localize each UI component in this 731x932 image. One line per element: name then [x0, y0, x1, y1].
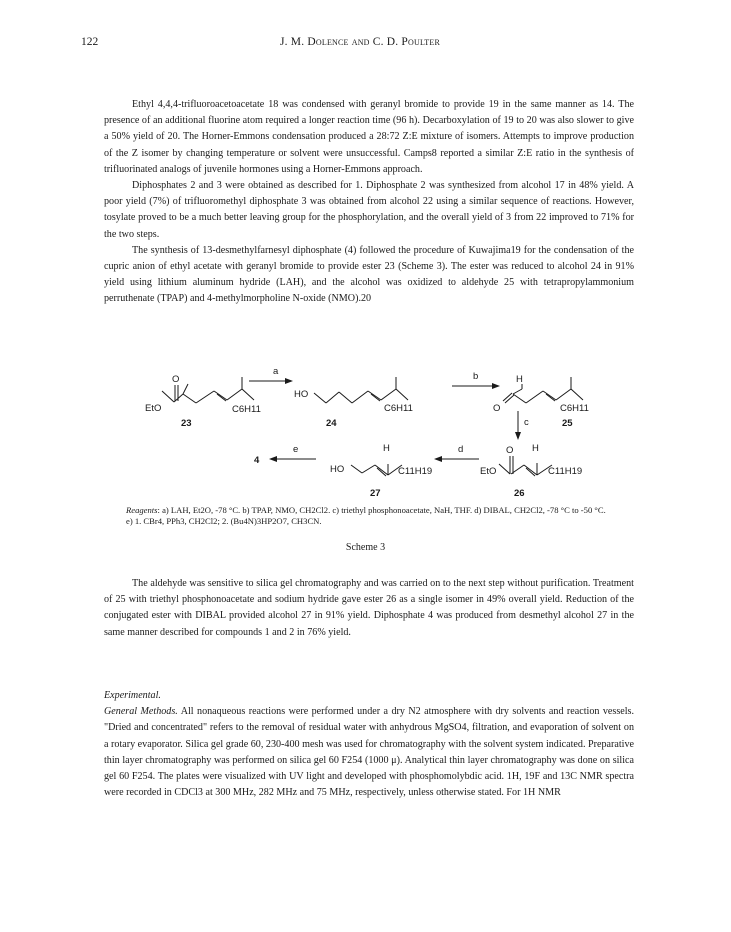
paragraph-2: Diphosphates 2 and 3 were obtained as described for 1. Diphosphate 2 was synthesized from alcohol 17 in 48% yield. A poor yield (7%) of trifluoromethyl diphosphate 3 was obtained from alcohol 22 using a similar sequence of reactions. However, tosylate proved to be a much better leaving group for the phosphorylation, and the overall yield of 3 from 22 improved to 71% for the two steps.	[104, 180, 634, 240]
label-c11h19-26: C11H19	[548, 466, 583, 477]
paragraph-4: The aldehyde was sensitive to silica gel chromatography and was carried on to the next step without purification. Treatment of 25 with triethyl phosphonoacetate and sodium hydride gave ester 26 as a single isomer in 49% overall yield. Reduction of the conjugated ester with DIBAL provided alcohol 27 in 91% yield. Diphosphate 4 was produced from desmethyl alcohol 27 in the same manner described for compounds 1 and 2 in 76% yield.	[104, 578, 634, 638]
arrow-e	[269, 456, 316, 462]
compound-number-24: 24	[326, 418, 337, 429]
arrow-label-d: d	[458, 444, 464, 455]
label-h-25: H	[516, 374, 523, 385]
arrow-b	[452, 383, 500, 389]
general-methods-heading: General Methods.	[104, 706, 178, 718]
arrow-label-c: c	[524, 417, 529, 428]
label-o-26: O	[506, 445, 514, 456]
arrow-label-e: e	[293, 444, 299, 455]
scheme-caption: Scheme 3	[345, 542, 386, 553]
arrow-a	[249, 378, 293, 384]
reagents-text: a) LAH, Et2O, -78 °C. b) TPAP, NMO, CH2Cl2. c) triethyl phosphonoacetate, NaH, THF. d) DIBAL, CH2Cl2, -78 °C to -50 °C. e) 1. CBr4, PPh3, CH2Cl2; 2. (Bu4N)3HP2O7, CH3CN.	[126, 505, 606, 526]
label-eto-26: EtO	[480, 466, 497, 477]
label-h-27: H	[383, 443, 390, 454]
page-number: 122	[81, 36, 99, 48]
paragraph-3: The synthesis of 13-desmethylfarnesyl diphosphate (4) followed the procedure of Kuwajima19 for the condensation of the cupric anion of ethyl acetate with geranyl bromide to provide ester 23 (Scheme 3). The ester was reduced to alcohol 24 in 91% yield using lithium aluminum hydride (LAH), and the alcohol was oxidized to aldehyde 25 with tetrapropylammonium perruthenate (TPAP) and 4-methylmorpholine N-oxide (NMO).20	[104, 244, 634, 305]
label-c6h11-23: C6H11	[232, 404, 261, 415]
label-h-26: H	[532, 443, 539, 454]
label-c6h11-24: C6H11	[384, 403, 413, 414]
label-c6h11-25: C6H11	[560, 403, 589, 414]
scheme-reagents: Reagents: a) LAH, Et2O, -78 °C. b) TPAP, NMO, CH2Cl2. c) triethyl phosphonoacetate, NaH, THF. d) DIBAL, CH2Cl2, -78 °C to -50 °C. e) 1. CBr4, PPh3, CH2Cl2; 2. (Bu4N)3HP2O7, CH3CN.	[126, 505, 606, 526]
structure-25	[503, 377, 583, 403]
text-block-lower	[104, 576, 634, 641]
experimental-section	[104, 688, 634, 801]
structure-27	[351, 464, 402, 476]
structure-26	[499, 456, 552, 476]
compound-number-23: 23	[181, 418, 192, 429]
label-c11h19-27: C11H19	[398, 466, 433, 477]
structure-24	[314, 377, 408, 403]
label-o-23: O	[172, 374, 180, 385]
arrow-label-b: b	[473, 371, 479, 382]
compound-number-27: 27	[370, 488, 381, 499]
general-methods-body: All nonaqueous reactions were performed under a dry N2 atmosphere with dry solvents and reaction vessels. "Dried and concentrated" refers to the removal of residual water with anhydrous MgSO4, filtration, and evaporation of solvent on a rotary evaporator. Silica gel grade 60, 230-400 mesh was used for chromatography with the solvent system indicated. Preparative thin layer chromatography was performed on silica gel 60 F254 (1000 μ). Analytical thin layer chromatography was done on silica gel 60 F254. The plates were visualized with UV light and developed with phosphomolybdic acid. 1H, 19F and 13C NMR spectra were recorded in CDCl3 at 300 MHz, 282 MHz and 75 MHz, respectively, unless otherwise stated. For 1H NMR	[104, 706, 634, 799]
experimental-text	[104, 704, 634, 801]
label-o-25: O	[493, 403, 501, 414]
running-title: J. M. Dolence and C. D. Poulter	[279, 36, 441, 48]
label-ho-24: HO	[294, 389, 309, 400]
compound-number-26: 26	[514, 488, 525, 499]
compound-number-25: 25	[562, 418, 573, 429]
arrow-c	[515, 411, 521, 440]
experimental-heading: Experimental.	[104, 690, 161, 701]
paragraph-1: Ethyl 4,4,4-trifluoroacetoacetate 18 was condensed with geranyl bromide to provide 19 in the same manner as 14. The presence of an additional fluorine atom required a longer reaction time (96 h). Decarboxylation of 19 to 20 was also slower to give a 50% yield of 20. The Horner-Emmons condensation produced a 28:72 Z:E mixture of isomers. Attempts to improve production of the Z isomer by changing temperature or solvent were unsuccessful. Camps8 reported a similar Z:E ratio in the synthesis of trifluorinated analogs of juvenile hormones using a Horner-Emmons approach.	[104, 99, 634, 175]
label-ho-27: HO	[330, 464, 345, 475]
arrow-d	[434, 456, 479, 462]
reagents-label: Reagents	[126, 505, 158, 515]
compound-number-4: 4	[254, 455, 260, 466]
label-eto-23: EtO	[145, 403, 162, 414]
arrow-label-a: a	[273, 366, 279, 377]
